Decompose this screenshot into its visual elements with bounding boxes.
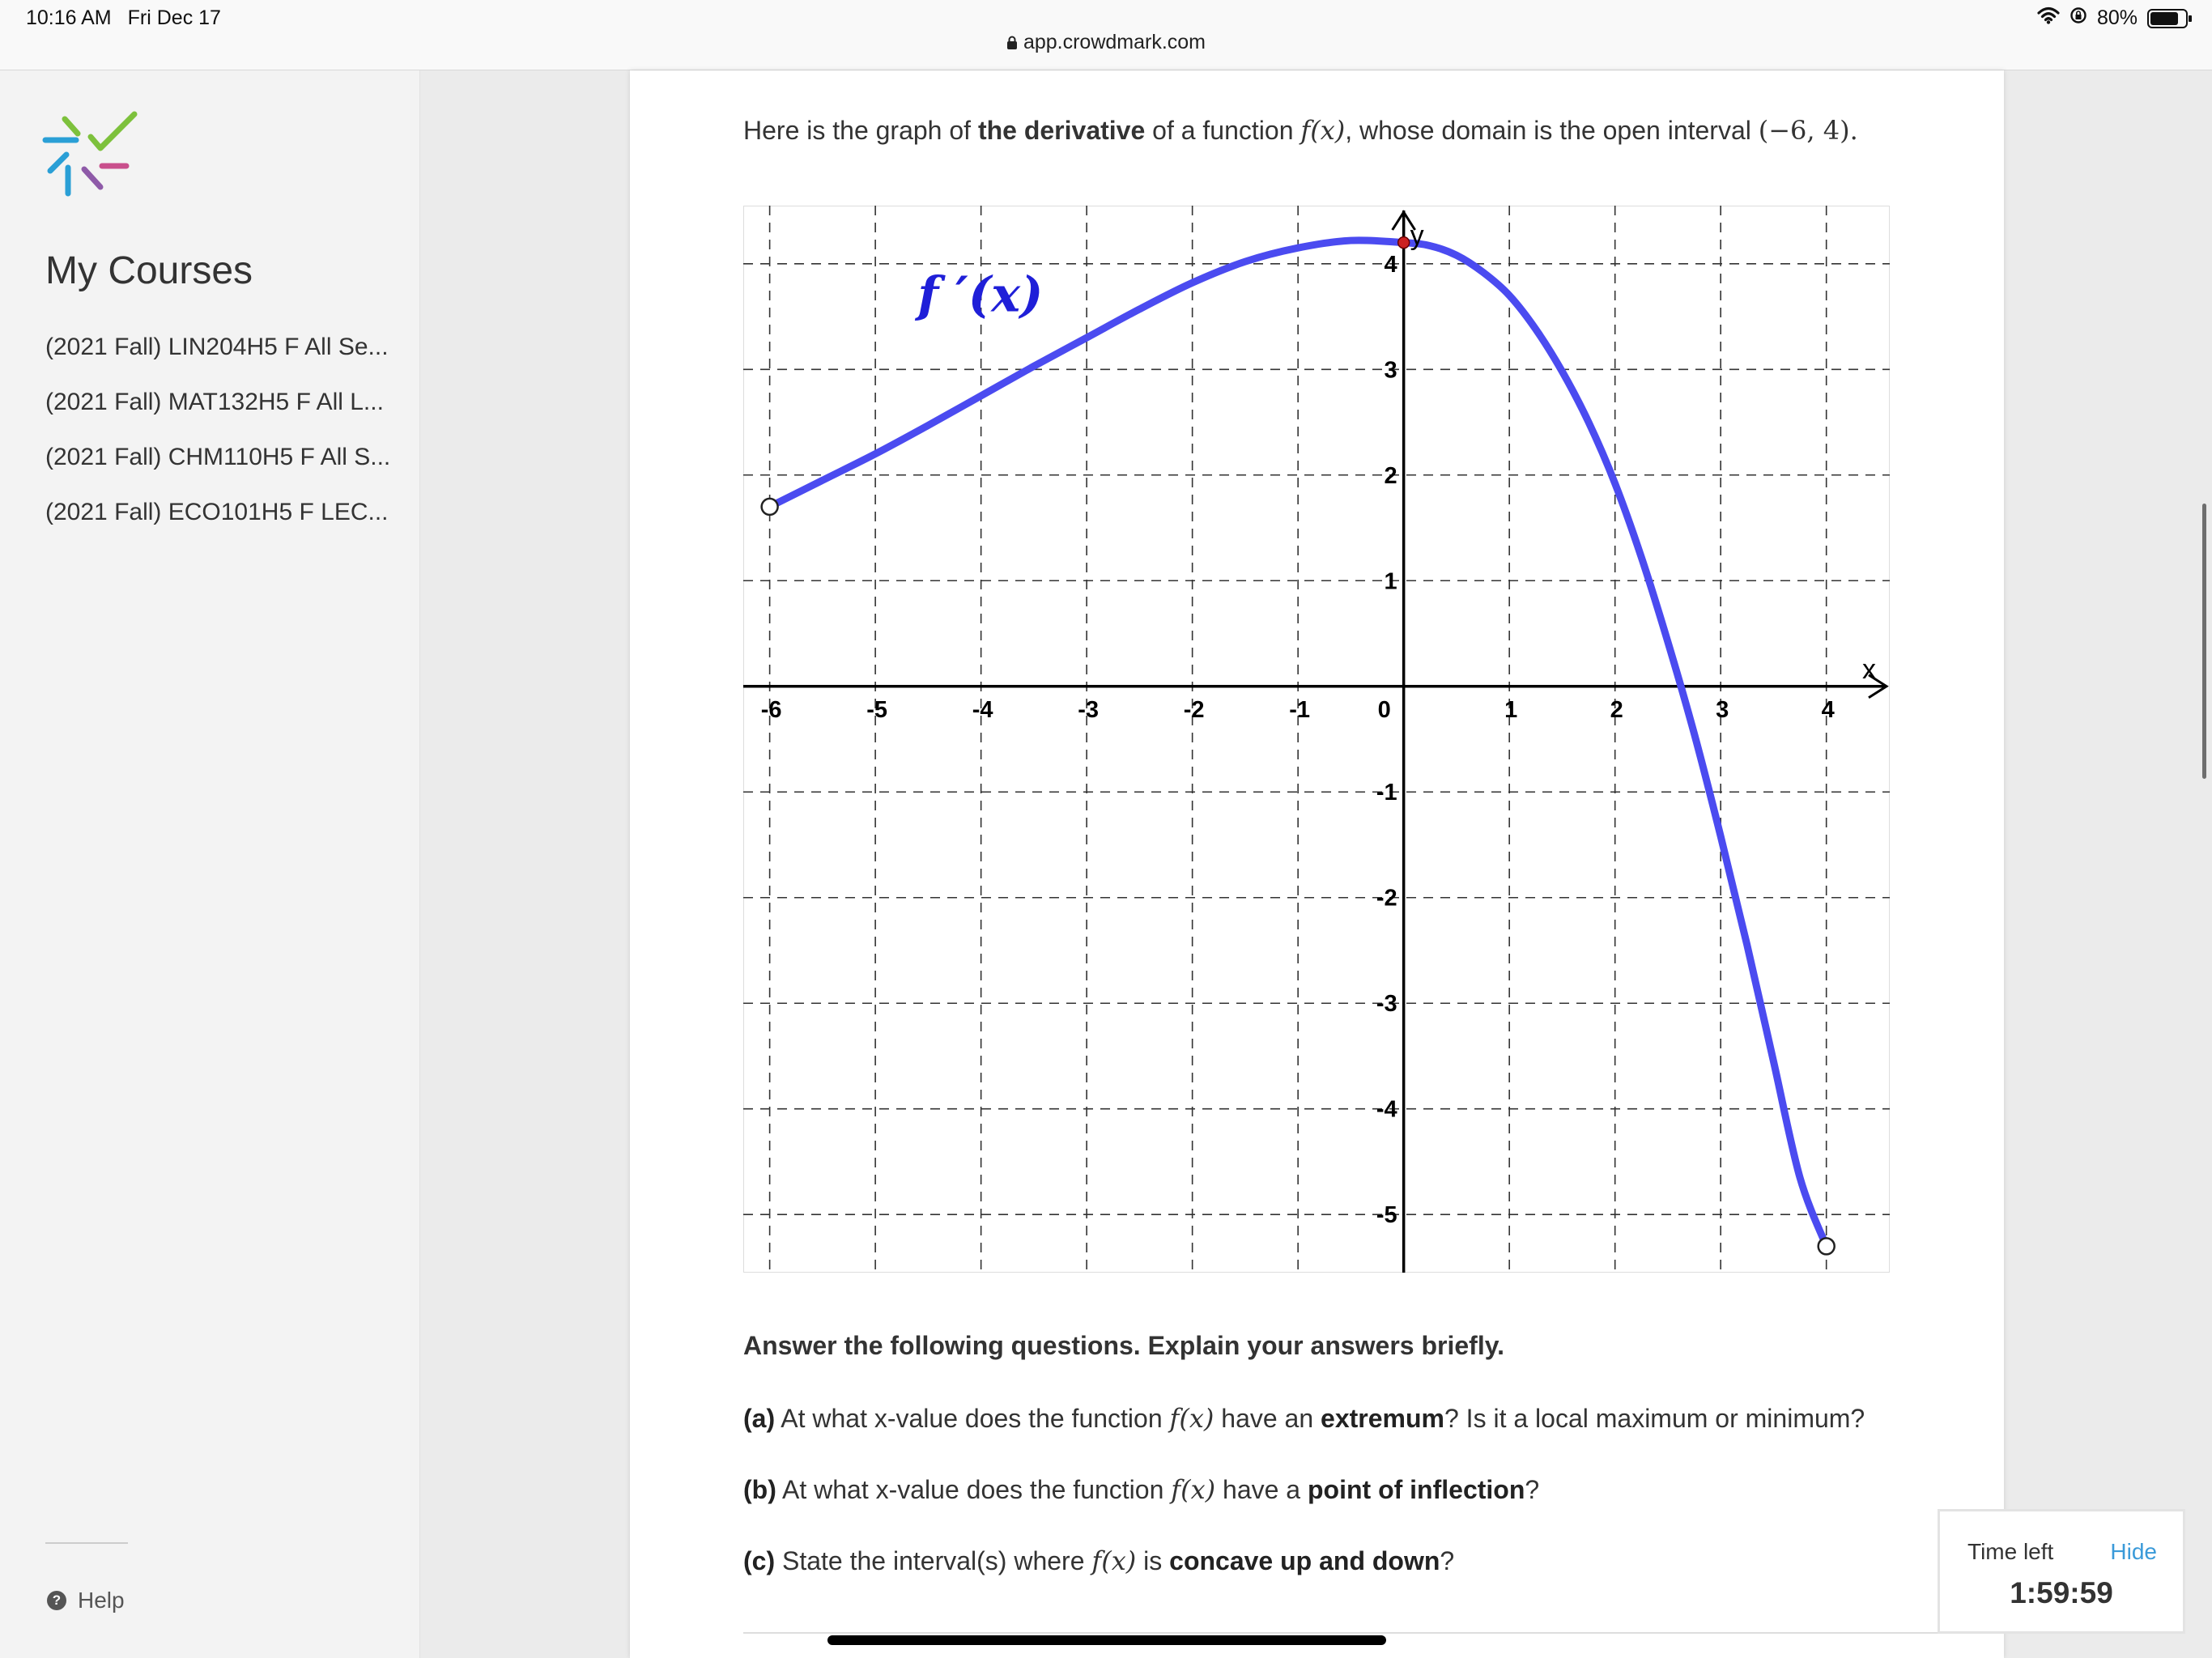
battery-icon (2147, 9, 2188, 28)
question-b-bold: point of inflection (1307, 1475, 1525, 1504)
question-c-text-2: is (1136, 1546, 1170, 1575)
help-icon: ? (47, 1591, 66, 1610)
clock-time: 10:16 AM (26, 6, 112, 29)
status-time (26, 6, 221, 30)
x-tick-label: 1 (1504, 696, 1518, 723)
sidebar (0, 70, 420, 1658)
question-c-label: (c) (743, 1546, 776, 1575)
sidebar-course-eco101[interactable]: (2021 Fall) ECO101H5 F LEC... (45, 499, 389, 525)
timer-label: Time left (1967, 1539, 2054, 1564)
battery-percent: 80% (2096, 6, 2138, 29)
question-a-bold: extremum (1321, 1404, 1444, 1433)
question-b (743, 1474, 1539, 1505)
y-axis-label: y (1410, 220, 1424, 251)
y-tick-label: -3 (1376, 991, 1397, 1018)
clock-date: Fri Dec 17 (127, 6, 221, 29)
x-tick-label: 3 (1716, 696, 1729, 723)
sidebar-divider (45, 1542, 128, 1544)
page-bottom-divider (743, 1632, 2008, 1634)
x-tick-label: -2 (1183, 696, 1205, 723)
wifi-icon (2037, 6, 2060, 30)
help-link[interactable] (47, 1588, 125, 1613)
status-right (2037, 6, 2188, 30)
lock-icon (1006, 31, 1023, 53)
question-b-text-2: have a (1215, 1475, 1308, 1504)
x-axis-label: x (1862, 653, 1876, 685)
y-tick-label: 4 (1384, 251, 1397, 278)
question-b-func: f(x) (1171, 1474, 1216, 1505)
question-a-text-1: At what x-value does the function (775, 1404, 1170, 1433)
y-tick-label: -1 (1376, 780, 1397, 806)
intro-func: f(x) (1300, 115, 1346, 146)
status-bar (0, 0, 2212, 70)
y-tick-label: -5 (1376, 1202, 1397, 1229)
x-tick-label: -1 (1289, 696, 1311, 723)
timer-value: 1:59:59 (2010, 1576, 2113, 1609)
sidebar-course-lin204[interactable]: (2021 Fall) LIN204H5 F All Se... (45, 334, 389, 360)
x-tick-label: 0 (1377, 696, 1391, 723)
y-tick-label: 2 (1384, 462, 1397, 489)
question-a-text-2: have an (1214, 1404, 1321, 1433)
address-bar[interactable] (0, 31, 2212, 54)
x-tick-label: 4 (1821, 696, 1835, 723)
question-a-text-3: ? Is it a local maximum or minimum? (1444, 1404, 1865, 1433)
y-tick-label: -4 (1376, 1096, 1397, 1123)
question-c-text-3: ? (1440, 1546, 1455, 1575)
graph-frame (744, 206, 1890, 1273)
x-tick-label: -3 (1078, 696, 1100, 723)
question-a-func: f(x) (1169, 1403, 1214, 1434)
timer-hide-button[interactable]: Hide (2110, 1539, 2157, 1564)
y-tick-label: 3 (1384, 357, 1397, 384)
intro-text-1: Here is the graph of (743, 116, 978, 145)
question-b-text-1: At what x-value does the function (776, 1475, 1172, 1504)
curve-label: f ′(x) (917, 266, 1044, 324)
home-indicator[interactable] (827, 1635, 1386, 1645)
max-point (1398, 237, 1410, 249)
question-c-func: f(x) (1091, 1545, 1137, 1576)
intro-text-3: , whose domain is the open interval (1345, 116, 1759, 145)
timer-panel (1938, 1509, 2185, 1634)
orientation-lock-icon (2069, 6, 2087, 30)
question-c-bold: concave up and down (1169, 1546, 1440, 1575)
x-tick-label: -5 (866, 696, 888, 723)
intro-text-2: of a function (1145, 116, 1301, 145)
question-a-label: (a) (743, 1404, 776, 1433)
question-c (743, 1545, 1454, 1576)
intro-bold: the derivative (977, 116, 1146, 145)
instructions: Answer the following questions. Explain your answers briefly. (743, 1331, 1505, 1360)
url-text: app.crowdmark.com (1023, 31, 1206, 53)
sidebar-course-mat132[interactable]: (2021 Fall) MAT132H5 F All L... (45, 389, 384, 415)
y-tick-label: -2 (1376, 885, 1397, 912)
x-tick-label: -6 (760, 696, 782, 723)
scrollbar[interactable] (2202, 504, 2206, 779)
help-label: Help (78, 1588, 125, 1613)
open-endpoint (1819, 1238, 1835, 1254)
question-b-label: (b) (743, 1475, 776, 1504)
y-tick-label: 1 (1384, 568, 1397, 595)
sidebar-course-chm110[interactable]: (2021 Fall) CHM110H5 F All S... (45, 444, 391, 470)
open-endpoint (762, 499, 778, 515)
question-a (743, 1403, 1865, 1434)
question-c-text-1: State the interval(s) where (775, 1546, 1092, 1575)
derivative-graph (743, 206, 1890, 1273)
battery-fill (2150, 12, 2178, 25)
my-courses-heading: My Courses (45, 249, 253, 292)
x-tick-label: 2 (1610, 696, 1623, 723)
x-tick-label: -4 (972, 696, 993, 723)
crowdmark-logo[interactable] (40, 109, 146, 206)
question-b-text-3: ? (1525, 1475, 1540, 1504)
intro-interval: (−6, 4). (1758, 115, 1858, 146)
question-intro (743, 115, 1858, 146)
